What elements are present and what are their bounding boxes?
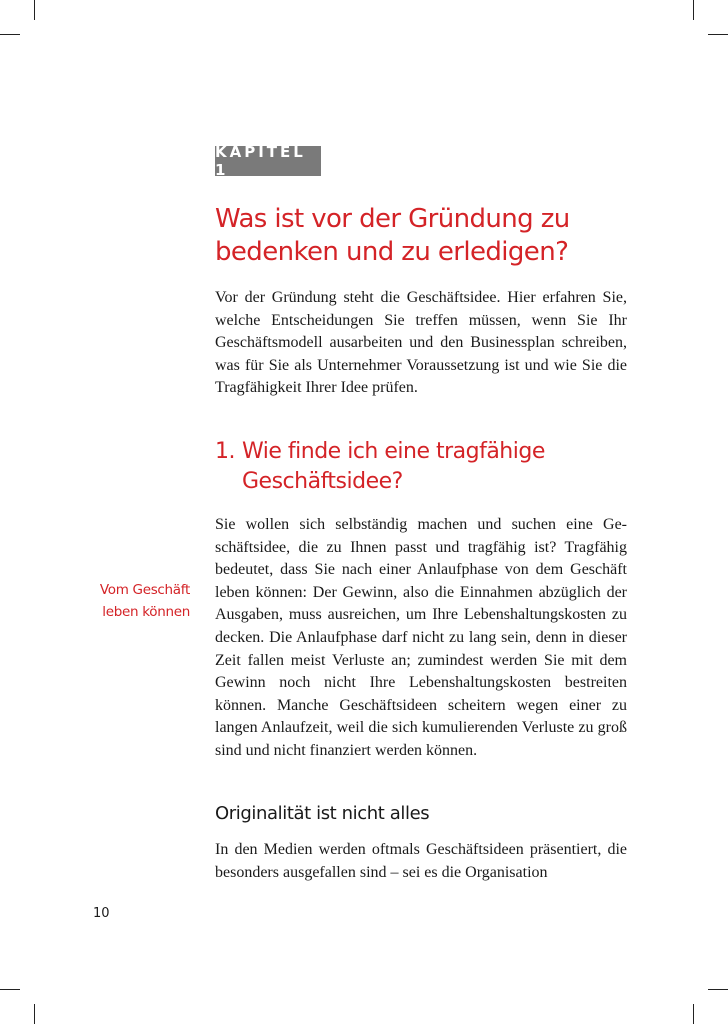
chapter-label-badge: KAPITEL 1: [215, 146, 321, 176]
crop-mark-bottom-right-horizontal: [708, 989, 728, 990]
page-number: 10: [93, 906, 110, 921]
section-title: Wie finde ich eine tragfähige Geschäftsidee?: [242, 439, 545, 494]
crop-mark-bottom-left-vertical: [34, 1004, 35, 1024]
crop-mark-top-left-vertical: [34, 0, 35, 20]
section-number: 1.: [215, 439, 235, 464]
crop-mark-bottom-right-vertical: [693, 1004, 694, 1024]
section-paragraph: Sie wollen sich selbständig machen und suchen eine Geschäftsidee, die zu Ihnen passt und tragfähig ist? Tragfähig bedeutet, dass Sie nach einer Anlaufphase von dem Geschäft leben können: Der Gewinn, also die Einnahmen abzüglich der Ausgaben, muss ausreichen, um Ihre Lebenshaltungskosten zu decken. Die Anlaufphase darf nicht zu lang sein, denn in dieser Zeit fallen meist Verluste an; zumindest werden Sie mit dem Gewinn noch nicht Ihre Lebenshaltungskosten bestreiten können. Manche Geschäftsideen scheitern wegen einer zu langen Anlaufzeit, weil die sich kumulierenden Verluste zu groß sind und nicht finanziert werden können.: [215, 516, 627, 759]
crop-mark-top-right-vertical: [693, 0, 694, 20]
section-heading: [215, 437, 627, 497]
marginal-note-line-1: Vom Geschäft: [99, 582, 190, 598]
crop-mark-top-left-horizontal: [0, 34, 20, 35]
marginal-note: [60, 579, 190, 623]
subsection-heading: Originalität ist nicht alles: [215, 803, 430, 824]
chapter-title: Was ist vor der Gründung zu bedenken und zu erledigen?: [215, 204, 570, 267]
crop-mark-top-right-horizontal: [708, 34, 728, 35]
chapter-intro-paragraph: Vor der Gründung steht die Geschäftsidee. Hier erfahren Sie, welche Entscheidungen Sie treffen müssen, wenn Sie Ihr Geschäftsmodell ausarbeiten und den Businessplan schreiben, was für Sie als Unternehmer Voraussetzung ist und wie Sie die Tragfähigkeit Ihrer Idee prüfen.: [215, 289, 627, 397]
subsection-paragraph: In den Medien werden oftmals Geschäftsideen präsentiert, die besonders ausgefallen sind – sei es die Organisation: [215, 841, 627, 881]
marginal-note-line-2: leben können: [102, 604, 190, 620]
crop-mark-bottom-left-horizontal: [0, 989, 20, 990]
